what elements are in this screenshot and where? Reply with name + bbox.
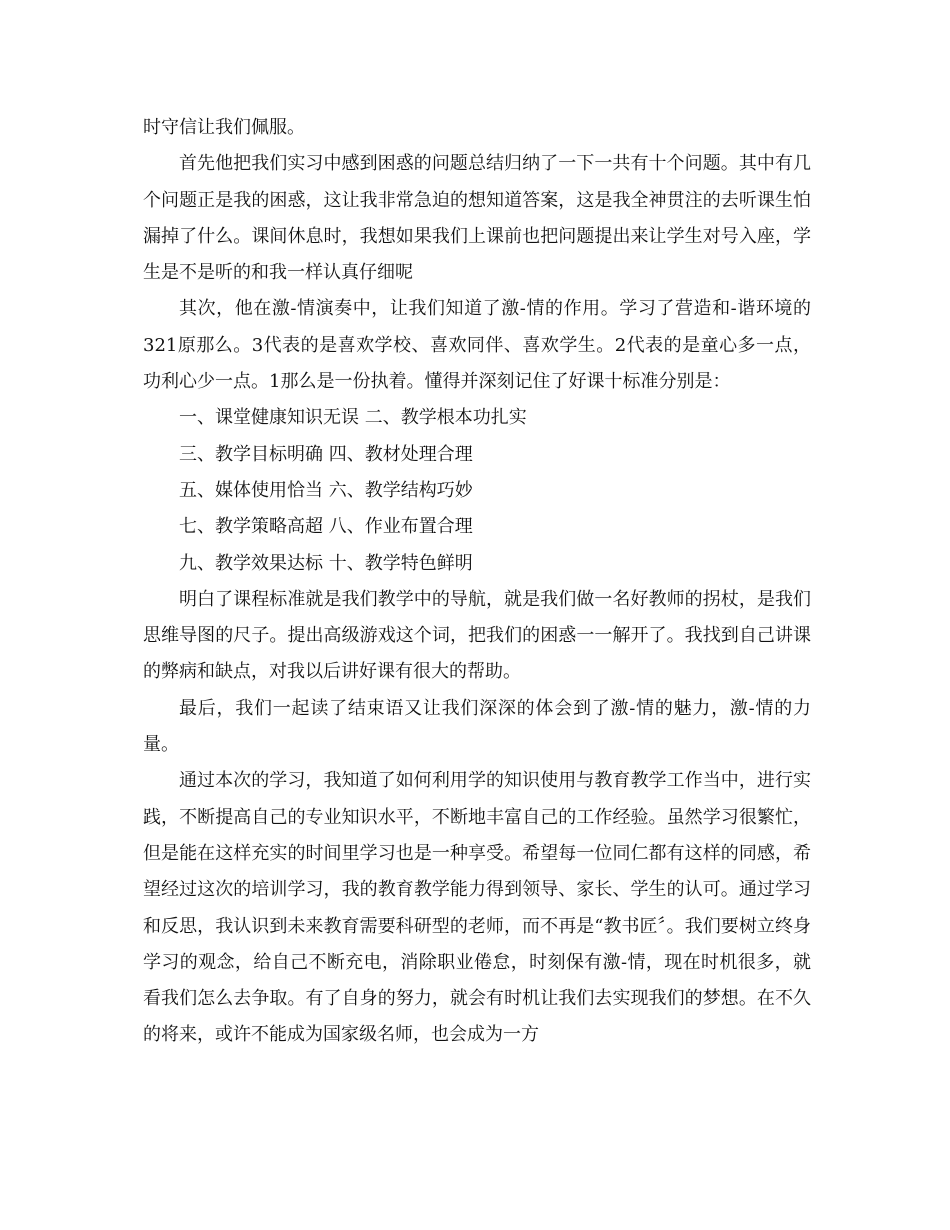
standard-line: 三、教学目标明确 四、教材处理合理 — [179, 443, 473, 465]
paragraph-continuation: 时守信让我们佩服。 — [143, 117, 305, 138]
paragraph-finally: 最后，我们一起读了结束语又让我们深深的体会到了激-情的魅力，激-情的力量。 — [143, 697, 811, 756]
standard-line: 五、媒体使用恰当 六、教学结构巧妙 — [179, 479, 473, 501]
paragraph-first-point: 首先他把我们实习中感到困惑的问题总结归纳了一下一共有十个问题。其中有几个问题正是我的困惑，这让我非常急迫的想知道答案，这是我全神贯注的去听课生怕漏掉了什么。课间休息时，我想如果我们上课前也把问题提出来让学生对号入座，学生是不是听的和我一样认真仔细呢 — [143, 153, 811, 284]
standard-line: 九、教学效果达标 十、教学特色鲜明 — [179, 552, 473, 574]
paragraph-conclusion: 通过本次的学习，我知道了如何利用学的知识使用与教育教学工作当中，进行实践，不断提高自己的专业知识水平，不断地丰富自己的工作经验。虽然学习很繁忙，但是能在这样充实的时间里学习也是一种享受。希望每一位同仁都有这样的同感，希望经过这次的培训学习，我的教育教学能力得到领导、家长、学生的认可。通过学习和反思，我认识到未来教育需要科研型的老师，而不再是“教书匠〞。我们要树立终身学习的观念，给自己不断充电，消除职业倦怠，时刻保有激-情，现在时机很多，就看我们怎么去争取。有了自身的努力，就会有时机让我们去实现我们的梦想。在不久的将来，或许不能成为国家级名师，也会成为一方 — [143, 770, 811, 1046]
standard-line: 七、教学策略高超 八、作业布置合理 — [179, 516, 473, 538]
standard-line: 一、课堂健康知识无误 二、教学根本功扎实 — [179, 407, 527, 429]
document-body — [143, 110, 811, 1054]
good-lesson-standards-list — [143, 400, 811, 581]
paragraph-curriculum-standard: 明白了课程标准就是我们教学中的导航，就是我们做一名好教师的拐杖，是我们思维导图的尺子。提出高级游戏这个词，把我们的困惑一一解开了。我找到自己讲课的弊病和缺点，对我以后讲好课有很大的帮助。 — [143, 588, 811, 683]
paragraph-second-point: 其次，他在激-情演奏中，让我们知道了激-情的作用。学习了营造和-谐环境的321原那么。3代表的是喜欢学校、喜欢同伴、喜欢学生。2代表的是童心多一点，功利心少一点。1那么是一份执着。懂得并深刻记住了好课十标准分别是： — [143, 298, 811, 393]
